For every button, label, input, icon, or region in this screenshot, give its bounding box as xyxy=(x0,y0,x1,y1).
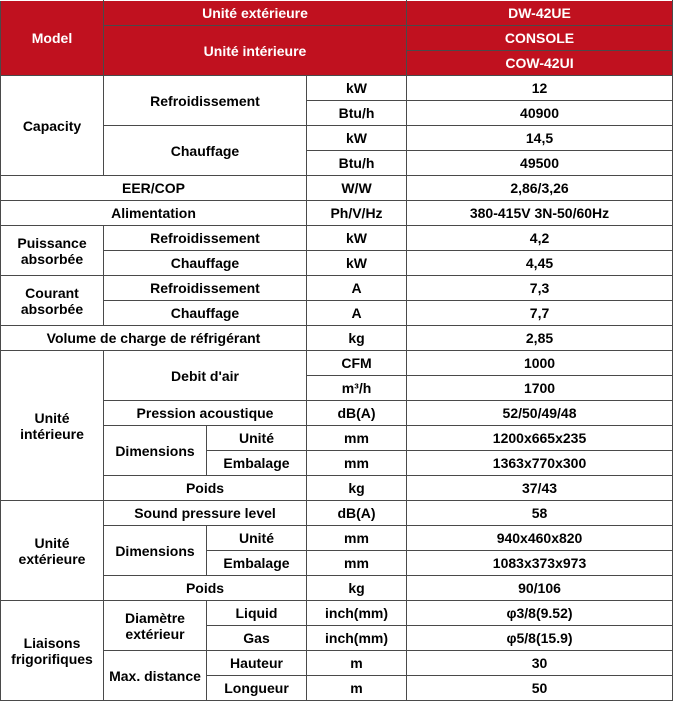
value-cell: 1700 xyxy=(407,376,673,401)
table-row xyxy=(1,276,673,301)
row-label: Unité xyxy=(207,426,307,451)
value-cell: 52/50/49/48 xyxy=(407,401,673,426)
unit-cell: kW xyxy=(307,126,407,151)
table-row xyxy=(1,176,673,201)
value-cell: 37/43 xyxy=(407,476,673,501)
unit-cell: dB(A) xyxy=(307,501,407,526)
value-cell: 90/106 xyxy=(407,576,673,601)
diameter-label: Diamètre extérieur xyxy=(104,601,207,651)
table-row xyxy=(1,326,673,351)
row-label: Refroidissement xyxy=(104,276,307,301)
row-label: Sound pressure level xyxy=(104,501,307,526)
dimensions-label: Dimensions xyxy=(104,526,207,576)
value-cell: 7,7 xyxy=(407,301,673,326)
row-label: Longueur xyxy=(207,676,307,701)
unit-cell: kW xyxy=(307,251,407,276)
row-label: Unité xyxy=(207,526,307,551)
row-label: Pression acoustique xyxy=(104,401,307,426)
unit-cell: W/W xyxy=(307,176,407,201)
unit-cell: kg xyxy=(307,326,407,351)
capacity-heating-label: Chauffage xyxy=(104,126,307,176)
value-cell: 1083x373x973 xyxy=(407,551,673,576)
value-cell: 4,2 xyxy=(407,226,673,251)
unit-cell: kW xyxy=(307,226,407,251)
unit-cell: A xyxy=(307,276,407,301)
unit-cell: mm xyxy=(307,451,407,476)
value-cell: 49500 xyxy=(407,151,673,176)
power-input-label: Puissance absorbée xyxy=(1,226,104,276)
header-row-outdoor xyxy=(1,1,673,26)
unit-cell: Ph/V/Hz xyxy=(307,201,407,226)
unit-cell: dB(A) xyxy=(307,401,407,426)
power-supply-label: Alimentation xyxy=(1,201,307,226)
unit-cell: m³/h xyxy=(307,376,407,401)
unit-cell: kg xyxy=(307,576,407,601)
value-cell: 940x460x820 xyxy=(407,526,673,551)
eer-cop-label: EER/COP xyxy=(1,176,307,201)
value-cell: φ5/8(15.9) xyxy=(407,626,673,651)
unit-cell: A xyxy=(307,301,407,326)
value-cell: 7,3 xyxy=(407,276,673,301)
table-row xyxy=(1,501,673,526)
value-cell: 30 xyxy=(407,651,673,676)
table-row xyxy=(1,201,673,226)
model-header: Model xyxy=(1,1,104,76)
row-label: Hauteur xyxy=(207,651,307,676)
value-cell: 4,45 xyxy=(407,251,673,276)
value-cell: 1200x665x235 xyxy=(407,426,673,451)
value-cell: 2,85 xyxy=(407,326,673,351)
airflow-label: Debit d'air xyxy=(104,351,307,401)
value-cell: 40900 xyxy=(407,101,673,126)
unit-cell: mm xyxy=(307,426,407,451)
max-distance-label: Max. distance xyxy=(104,651,207,701)
row-label: Embalage xyxy=(207,551,307,576)
refrigerant-label: Volume de charge de réfrigérant xyxy=(1,326,307,351)
dimensions-label: Dimensions xyxy=(104,426,207,476)
unit-cell: CFM xyxy=(307,351,407,376)
value-cell: 1000 xyxy=(407,351,673,376)
indoor-unit-type: CONSOLE xyxy=(407,26,673,51)
piping-label: Liaisons frigorifiques xyxy=(1,601,104,701)
unit-cell: Btu/h xyxy=(307,151,407,176)
value-cell: 58 xyxy=(407,501,673,526)
table-row xyxy=(1,601,673,626)
indoor-unit-model: COW-42UI xyxy=(407,51,673,76)
outdoor-unit-header: Unité extérieure xyxy=(104,1,407,26)
outdoor-unit-label: Unité extérieure xyxy=(1,501,104,601)
row-label: Chauffage xyxy=(104,251,307,276)
current-label: Courant absorbée xyxy=(1,276,104,326)
row-label: Liquid xyxy=(207,601,307,626)
unit-cell: kg xyxy=(307,476,407,501)
row-label: Embalage xyxy=(207,451,307,476)
unit-cell: m xyxy=(307,651,407,676)
row-label: Poids xyxy=(104,576,307,601)
table-row xyxy=(1,226,673,251)
row-label: Refroidissement xyxy=(104,226,307,251)
outdoor-unit-model: DW-42UE xyxy=(407,1,673,26)
value-cell: 14,5 xyxy=(407,126,673,151)
row-label: Chauffage xyxy=(104,301,307,326)
value-cell: 1363x770x300 xyxy=(407,451,673,476)
indoor-unit-label: Unité intérieure xyxy=(1,351,104,501)
value-cell: φ3/8(9.52) xyxy=(407,601,673,626)
unit-cell: m xyxy=(307,676,407,701)
table-row xyxy=(1,76,673,101)
value-cell: 50 xyxy=(407,676,673,701)
unit-cell: inch(mm) xyxy=(307,626,407,651)
indoor-unit-header: Unité intérieure xyxy=(104,26,407,76)
row-label: Gas xyxy=(207,626,307,651)
capacity-label: Capacity xyxy=(1,76,104,176)
value-cell: 12 xyxy=(407,76,673,101)
unit-cell: mm xyxy=(307,551,407,576)
row-label: Poids xyxy=(104,476,307,501)
table-row xyxy=(1,351,673,376)
value-cell: 2,86/3,26 xyxy=(407,176,673,201)
unit-cell: inch(mm) xyxy=(307,601,407,626)
unit-cell: Btu/h xyxy=(307,101,407,126)
capacity-cooling-label: Refroidissement xyxy=(104,76,307,126)
unit-cell: mm xyxy=(307,526,407,551)
unit-cell: kW xyxy=(307,76,407,101)
value-cell: 380-415V 3N-50/60Hz xyxy=(407,201,673,226)
